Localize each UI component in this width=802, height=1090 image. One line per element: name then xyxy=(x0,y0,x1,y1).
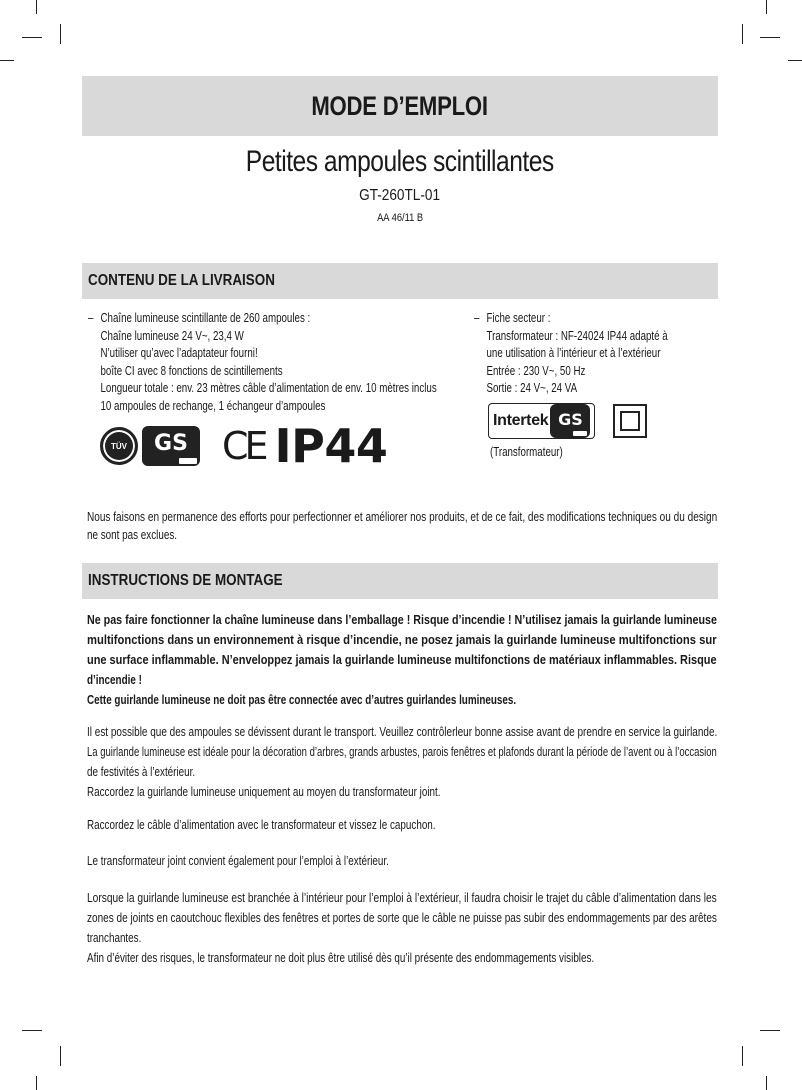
list-item-title: – Chaîne lumineuse scintillante de 260 ampoules : xyxy=(88,311,311,325)
crop-mark xyxy=(742,24,743,44)
crop-mark xyxy=(0,60,14,61)
double-insulation-icon xyxy=(613,404,647,438)
gs-logo: GS xyxy=(550,404,590,438)
crop-mark xyxy=(766,0,767,14)
transformer-certification-logos xyxy=(488,403,647,439)
crop-mark xyxy=(760,1030,780,1031)
instruction-paragraph: Le transformateur joint convient également pour l’emploi à l’extérieur. xyxy=(87,854,389,868)
crop-mark xyxy=(36,1076,37,1090)
crop-mark xyxy=(60,24,61,44)
list-line: Chaîne lumineuse 24 V~, 23,4 W xyxy=(100,328,244,343)
contents-right-column xyxy=(474,310,714,398)
product-title: Petites ampoules scintillantes xyxy=(246,145,554,178)
list-line: N’utiliser qu’avec l’adaptateur fourni! xyxy=(100,346,258,360)
certification-logos xyxy=(100,419,388,473)
intertek-logo: Intertek GS xyxy=(488,403,595,439)
model-number: GT-260TL-01 xyxy=(359,187,441,204)
instruction-paragraph: Il est possible que des ampoules se dévissent durant le transport. Veuillez contrôlerleur bonne assise avant de prendre en service la guirlande. La guirlande lumineuse est idéale pour la décoration d’arbres, grands arbustes, parois fenêtres et plafonds durant la période de l’avent ou à l’occasion de festivités à l’extérieur. Raccordez la guirlande lumineuse uniquement au moyen du transformateur joint. xyxy=(87,725,718,799)
gs-subtext-mark xyxy=(573,431,587,436)
crop-mark xyxy=(22,1030,42,1031)
list-line: Transformateur : NF-24024 IP44 adapté à xyxy=(486,328,668,343)
crop-mark xyxy=(766,1076,767,1090)
page-title: MODE D’EMPLOI xyxy=(311,90,489,121)
crop-mark xyxy=(22,37,42,38)
title-banner xyxy=(82,76,718,136)
disclaimer-text: Nous faisons en permanence des efforts pour perfectionner et améliorer nos produits, et de ce fait, des modifications techniques ou du design ne sont pas exclues. xyxy=(87,510,718,542)
transformer-caption: (Transformateur) xyxy=(490,445,563,459)
instruction-paragraph: Raccordez le câble d’alimentation avec le transformateur et vissez le capuchon. xyxy=(87,818,436,832)
section-title: CONTENU DE LA LIVRAISON xyxy=(88,272,275,289)
gs-logo: GS xyxy=(142,426,200,466)
contents-left-column xyxy=(88,310,478,415)
gs-subtext-mark xyxy=(179,458,197,464)
crop-mark xyxy=(742,1046,743,1066)
list-line: une utilisation à l’intérieur et à l’extérieur xyxy=(486,346,661,360)
ip44-mark: IP44 xyxy=(274,419,388,473)
list-line: Entrée : 230 V~, 50 Hz xyxy=(486,363,586,378)
section-title: INSTRUCTIONS DE MONTAGE xyxy=(88,572,283,589)
crop-mark xyxy=(60,1046,61,1066)
tuv-logo: TÜV xyxy=(100,427,138,465)
list-line: Longueur totale : env. 23 mètres câble d’alimentation de env. 10 mètres inclus xyxy=(100,381,437,395)
ce-mark: CE xyxy=(222,424,265,468)
instruction-paragraph: Lorsque la guirlande lumineuse est branchée à l’intérieur pour l’emploi à l’extérieur, il faudra choisir le trajet du câble d’alimentation dans les zones de joints en caoutchouc flexibles des fenêtres et portes de sorte que le câble ne puisse pas subir des endommagements par des arêtes tranchantes. Afin d’éviter des risques, le transformateur ne doit plus être utilisé dès qu’il présente des endommagements visibles. xyxy=(87,891,717,965)
list-line: Sortie : 24 V~, 24 VA xyxy=(486,381,578,395)
list-line: boîte CI avec 8 fonctions de scintillements xyxy=(100,363,283,378)
crop-mark xyxy=(788,60,802,61)
safety-warning: Ne pas faire fonctionner la chaîne lumineuse dans l’emballage ! Risque d’incendie ! N’utilisez jamais la guirlande lumineuse multifonctions dans un environnement à risque d’incendie, ne posez jamais la guirlande lumineuse multifonctions sur une surface inflammable. N’enveloppez jamais la guirlande lumineuse multifonctions de matériaux inflammables. Risque d’incendie ! Cette guirlande lumineuse ne doit pas être connectée avec d’autres guirlandes lumineuses. xyxy=(87,613,717,707)
crop-mark xyxy=(760,37,780,38)
list-line: 10 ampoules de rechange, 1 échangeur d’ampoules xyxy=(100,398,326,413)
list-item-title: – Fiche secteur : xyxy=(474,311,551,325)
reference-code: AA 46/11 B xyxy=(376,212,424,224)
crop-mark xyxy=(36,0,37,14)
section-header-contents xyxy=(82,263,718,299)
section-header-instructions xyxy=(82,563,718,599)
